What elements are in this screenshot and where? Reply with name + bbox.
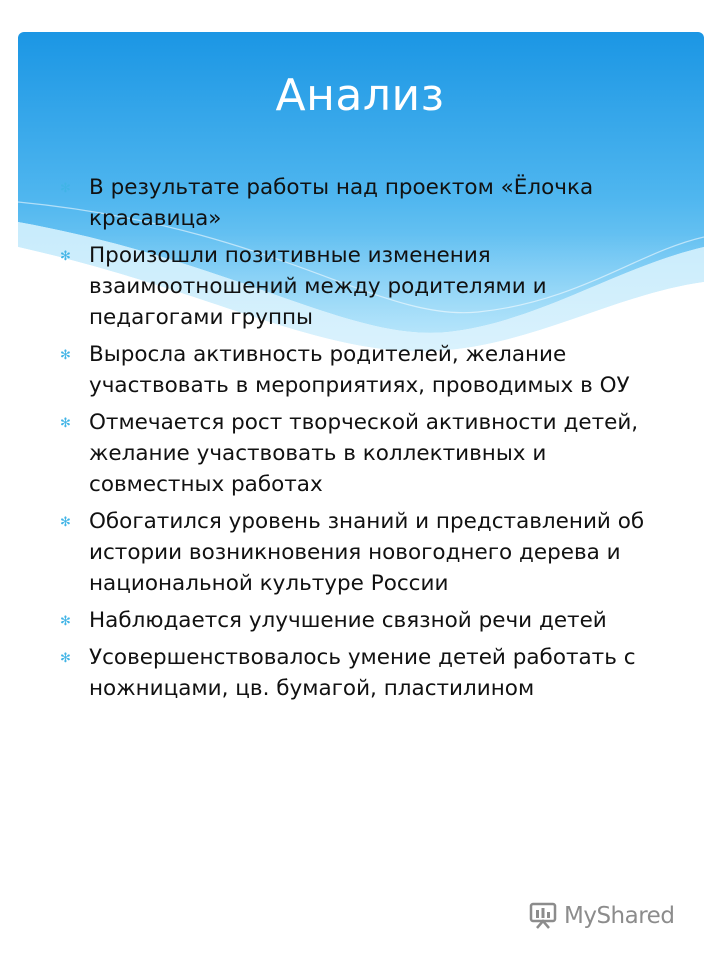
asterisk-bullet-icon: ✻	[60, 614, 71, 629]
bullet-text: Выросла активность родителей, желание участвовать в мероприятиях, проводимых в ОУ	[89, 342, 630, 398]
myshared-watermark	[528, 898, 688, 934]
asterisk-bullet-icon: ✻	[60, 348, 71, 363]
slide-title: Анализ	[275, 70, 445, 121]
bullet-text: В результате работы над проектом «Ёлочка красавица»	[89, 175, 594, 231]
list-item	[56, 506, 656, 599]
bullet-text: Обогатился уровень знаний и представлений об истории возникновения новогоднего дерева и национальной культуре России	[89, 509, 645, 596]
bullet-text: Усовершенствовалось умение детей работать с ножницами, цв. бумагой, пластилином	[89, 645, 636, 701]
asterisk-bullet-icon: ✻	[60, 249, 71, 264]
bullet-text: Произошли позитивные изменения взаимоотношений между родителями и педагогами группы	[89, 243, 547, 330]
bullet-list	[56, 172, 656, 710]
bullet-text: Наблюдается улучшение связной речи детей	[89, 608, 607, 633]
list-item	[56, 605, 656, 636]
list-item	[56, 339, 656, 401]
list-item	[56, 407, 656, 500]
list-item	[56, 240, 656, 333]
asterisk-bullet-icon: ✻	[60, 651, 71, 666]
asterisk-bullet-icon: ✻	[60, 181, 71, 196]
presentation-board-icon	[528, 901, 558, 931]
list-item	[56, 642, 656, 704]
list-item	[56, 172, 656, 234]
bullet-text: Отмечается рост творческой активности детей, желание участвовать в коллективных и совместных работах	[89, 410, 639, 497]
watermark-text: MyShared	[564, 903, 675, 929]
asterisk-bullet-icon: ✻	[60, 416, 71, 431]
asterisk-bullet-icon: ✻	[60, 515, 71, 530]
